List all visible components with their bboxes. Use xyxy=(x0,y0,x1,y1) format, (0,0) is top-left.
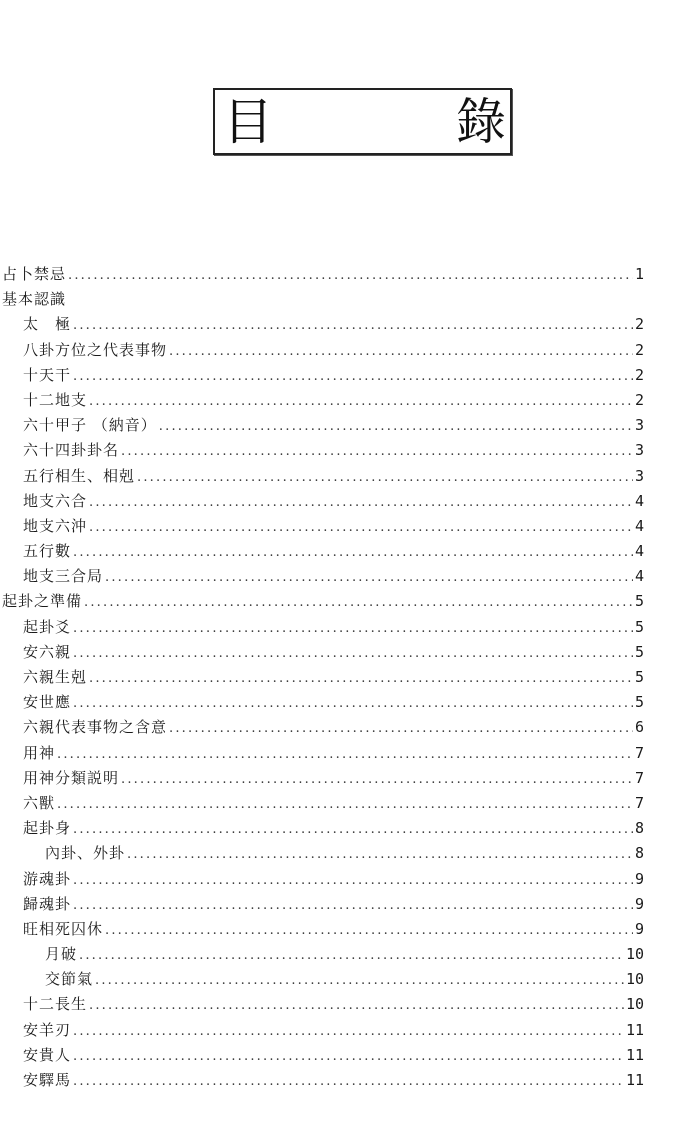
toc-entry-page: 2 xyxy=(634,365,644,384)
toc-dot-leader xyxy=(89,490,633,515)
table-of-contents xyxy=(0,262,650,1093)
toc-entry-page: 5 xyxy=(634,668,644,686)
toc-entry xyxy=(0,489,650,514)
toc-entry-title: 八卦方位之代表事物 xyxy=(23,340,168,359)
toc-entry xyxy=(0,942,650,967)
toc-entry xyxy=(0,967,650,992)
toc-entry xyxy=(0,338,650,363)
toc-entry-title: 起卦爻 xyxy=(23,617,72,636)
toc-dot-leader xyxy=(73,893,633,918)
toc-entry-page: 8 xyxy=(634,844,644,863)
toc-entry-title: 地支六合 xyxy=(23,491,88,510)
toc-entry xyxy=(0,816,650,841)
toc-entry xyxy=(0,564,650,589)
toc-entry-page: 10 xyxy=(625,970,644,989)
toc-entry-title: 起卦之準備 xyxy=(2,592,83,611)
toc-entry-page: 10 xyxy=(625,945,644,964)
toc-dot-leader xyxy=(121,439,633,464)
toc-dot-leader xyxy=(57,742,633,767)
toc-entry xyxy=(0,539,650,564)
toc-entry-page: 7 xyxy=(634,743,644,762)
toc-entry-title: 歸魂卦 xyxy=(23,894,72,913)
toc-entry-title: 用神 xyxy=(23,743,56,762)
toc-dot-leader xyxy=(127,842,633,867)
toc-entry-page: 9 xyxy=(634,869,644,888)
toc-entry xyxy=(0,388,650,413)
toc-entry xyxy=(0,615,650,640)
toc-entry xyxy=(0,892,650,917)
toc-entry-title: 五行數 xyxy=(23,542,72,561)
toc-entry-title: 十天干 xyxy=(23,365,72,384)
toc-entry-page: 9 xyxy=(634,894,644,913)
toc-entry-page: 8 xyxy=(634,819,644,838)
toc-entry-title: 游魂卦 xyxy=(23,869,72,888)
toc-entry-page: 2 xyxy=(634,340,644,359)
toc-entry xyxy=(0,690,650,715)
toc-entry-page: 11 xyxy=(625,1020,644,1039)
toc-entry xyxy=(0,1043,650,1068)
toc-entry-page: 5 xyxy=(634,617,644,636)
toc-entry xyxy=(0,715,650,740)
toc-entry-title: 六親生剋 xyxy=(23,668,88,686)
toc-dot-leader xyxy=(73,1069,624,1094)
toc-entry-title: 用神分類説明 xyxy=(23,768,120,787)
toc-dot-leader xyxy=(95,968,624,993)
toc-dot-leader xyxy=(73,616,633,641)
toc-entry-page: 3 xyxy=(634,441,644,460)
toc-entry-page: 2 xyxy=(634,390,644,409)
toc-dot-leader xyxy=(89,515,633,540)
toc-entry-title: 五行相生、相剋 xyxy=(23,466,136,485)
toc-entry xyxy=(0,867,650,892)
toc-dot-leader xyxy=(79,943,624,968)
toc-entry-title: 基本認識 xyxy=(2,290,67,309)
toc-entry xyxy=(0,363,650,388)
toc-entry xyxy=(0,438,650,463)
heading-char-mu: 目 xyxy=(223,93,273,151)
toc-entry-page: 7 xyxy=(634,768,644,787)
heading-char-lu: 錄 xyxy=(456,93,506,151)
toc-heading xyxy=(213,88,512,155)
toc-entry-title: 安六親 xyxy=(23,642,72,661)
toc-entry-page: 7 xyxy=(634,793,644,812)
toc-dot-leader xyxy=(73,364,633,389)
toc-entry xyxy=(0,917,650,942)
toc-entry-title: 安世應 xyxy=(23,693,72,712)
toc-entry-page: 2 xyxy=(634,315,644,334)
toc-entry xyxy=(0,1068,650,1093)
toc-entry-page: 3 xyxy=(634,416,644,435)
toc-entry xyxy=(0,741,650,766)
toc-entry-page: 6 xyxy=(634,718,644,737)
toc-entry-page: 5 xyxy=(634,592,644,611)
toc-entry-page: 4 xyxy=(634,542,644,561)
toc-entry-title: 旺相死囚休 xyxy=(23,919,104,938)
toc-entry xyxy=(0,514,650,539)
toc-entry xyxy=(0,791,650,816)
toc-dot-leader xyxy=(169,339,633,364)
toc-entry xyxy=(0,665,650,690)
toc-dot-leader xyxy=(105,918,633,943)
toc-entry-title: 月破 xyxy=(45,945,78,964)
toc-entry-title: 內卦、外卦 xyxy=(45,844,126,863)
toc-entry xyxy=(0,1018,650,1043)
toc-dot-leader xyxy=(89,666,633,691)
toc-dot-leader xyxy=(121,767,633,792)
toc-entry-page: 11 xyxy=(625,1071,644,1089)
toc-dot-leader xyxy=(73,1044,624,1069)
toc-entry-page: 3 xyxy=(634,466,644,485)
toc-entry xyxy=(0,992,650,1017)
toc-dot-leader xyxy=(105,565,633,590)
toc-entry-title: 六親代表事物之含意 xyxy=(23,718,168,737)
toc-entry-page: 9 xyxy=(634,919,644,938)
toc-entry-title: 占卜禁忌 xyxy=(2,265,67,283)
toc-dot-leader xyxy=(89,389,633,414)
toc-dot-leader xyxy=(57,792,633,817)
toc-entry-title: 起卦身 xyxy=(23,819,72,838)
toc-entry-page: 4 xyxy=(634,491,644,510)
toc-dot-leader xyxy=(84,590,633,615)
toc-entry xyxy=(0,464,650,489)
toc-dot-leader xyxy=(137,465,633,490)
toc-entry-page: 5 xyxy=(634,642,644,661)
toc-entry-title: 六十四卦卦名 xyxy=(23,441,120,460)
toc-dot-leader xyxy=(159,414,633,439)
toc-dot-leader xyxy=(89,993,624,1018)
toc-entry xyxy=(0,640,650,665)
toc-entry xyxy=(0,766,650,791)
toc-entry-page: 4 xyxy=(634,567,644,586)
toc-dot-leader xyxy=(73,691,633,716)
toc-entry-title: 六十甲子 （納音） xyxy=(23,416,157,435)
toc-dot-leader xyxy=(73,868,633,893)
toc-entry-title: 十二長生 xyxy=(23,995,88,1014)
toc-entry-page: 1 xyxy=(634,265,644,283)
toc-entry xyxy=(0,589,650,614)
toc-entry-title: 六獸 xyxy=(23,793,56,812)
toc-entry xyxy=(0,312,650,337)
toc-dot-leader xyxy=(73,1019,624,1044)
toc-entry-title: 安驛馬 xyxy=(23,1071,72,1089)
toc-entry-title: 地支六沖 xyxy=(23,516,88,535)
toc-dot-leader xyxy=(73,817,633,842)
toc-entry xyxy=(0,262,650,287)
toc-dot-leader xyxy=(68,263,633,288)
toc-entry xyxy=(0,287,650,312)
toc-entry-title: 安羊刃 xyxy=(23,1020,72,1039)
toc-entry-title: 十二地支 xyxy=(23,390,88,409)
toc-dot-leader xyxy=(73,313,633,338)
toc-entry xyxy=(0,841,650,866)
toc-entry-title: 交節氣 xyxy=(45,970,94,989)
toc-entry-page: 10 xyxy=(625,995,644,1014)
toc-entry-page: 4 xyxy=(634,516,644,535)
toc-dot-leader xyxy=(73,540,633,565)
toc-entry-page: 11 xyxy=(625,1045,644,1064)
toc-entry-page: 5 xyxy=(634,693,644,712)
toc-entry-title: 安貴人 xyxy=(23,1045,72,1064)
toc-dot-leader xyxy=(73,641,633,666)
toc-dot-leader xyxy=(169,716,633,741)
toc-entry-title: 太 極 xyxy=(23,315,72,334)
toc-entry-title: 地支三合局 xyxy=(23,567,104,586)
toc-entry xyxy=(0,413,650,438)
